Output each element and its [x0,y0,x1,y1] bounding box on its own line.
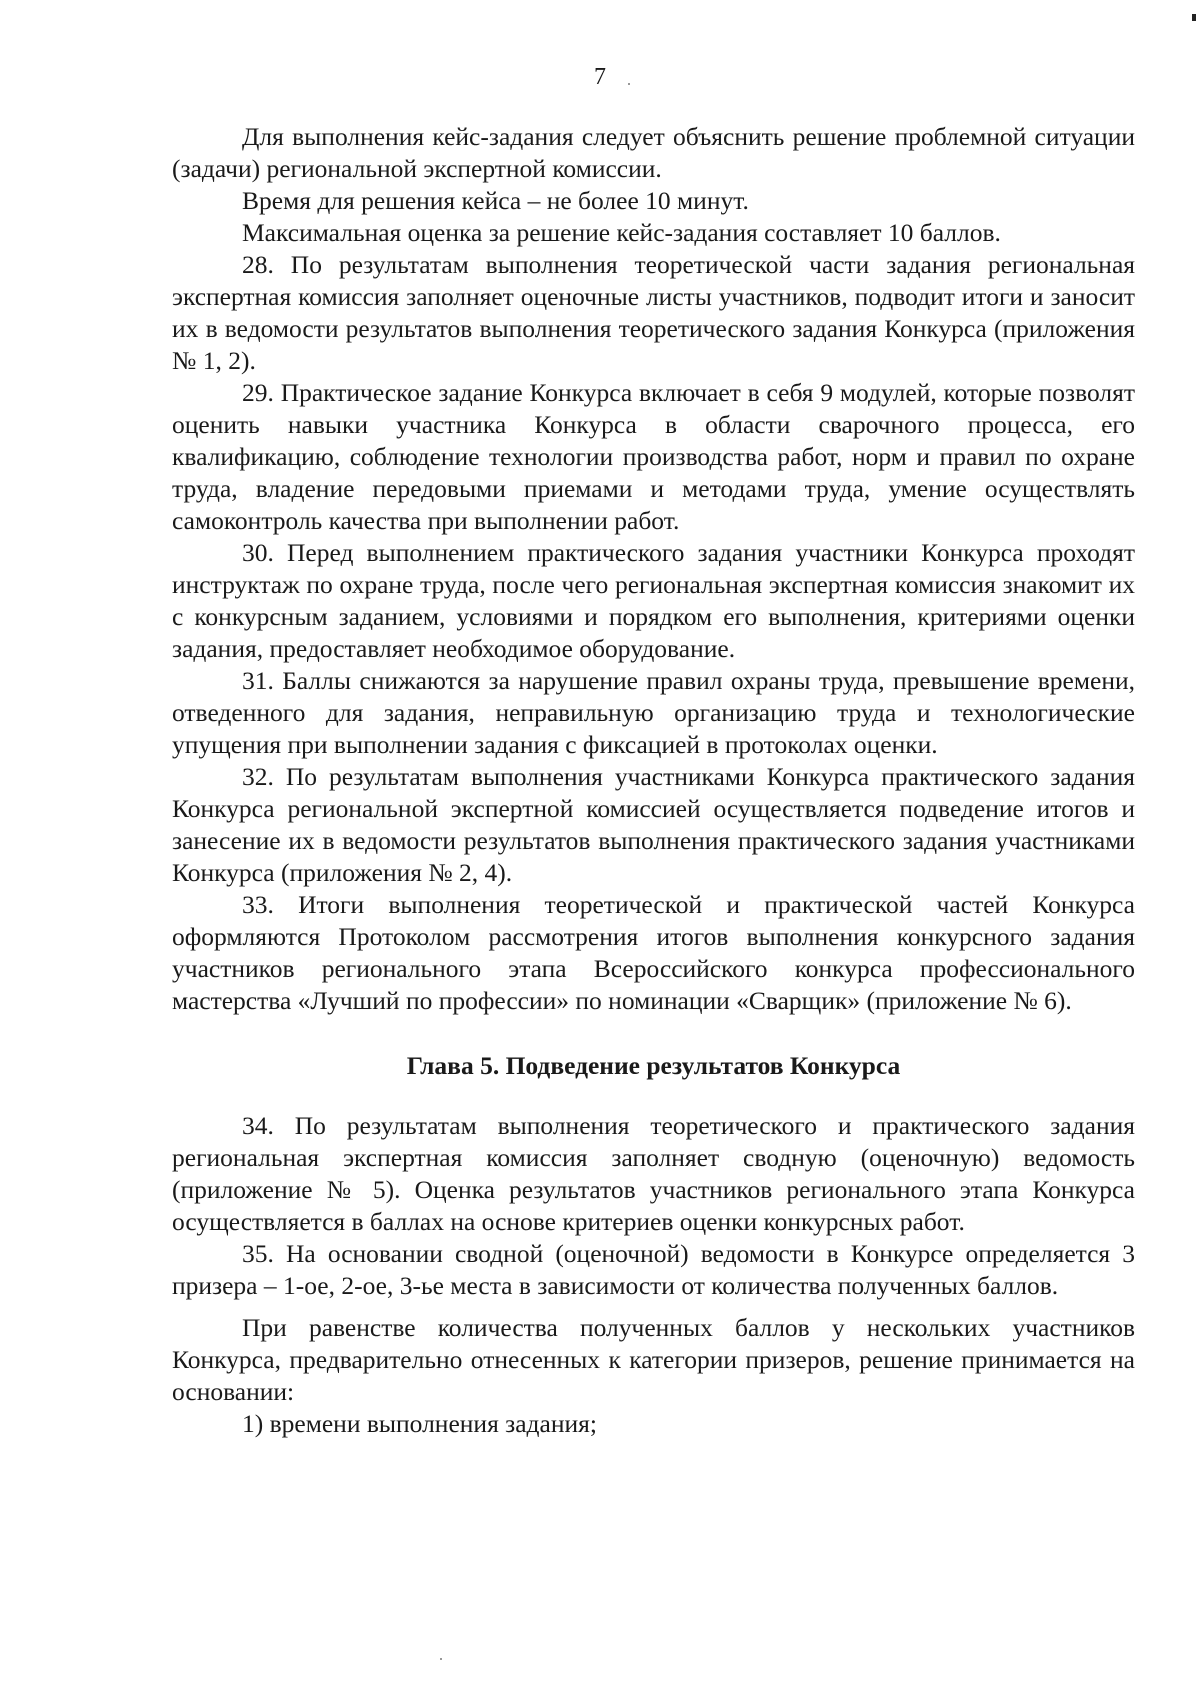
paragraph-28: 28. По результатам выполнения теоретической части задания региональная экспертная комиссия заполняет оценочные листы участников, подводит итоги и заносит их в ведомости результатов выполнения теоретического задания Конкурса (приложения № 1, 2). [172,250,1135,375]
paragraph-tie-break: При равенстве количества полученных баллов у нескольких участников Конкурса, предварительно отнесенных к категории призеров, решение принимается на основании: [172,1313,1135,1406]
paragraph-case-max-score: Максимальная оценка за решение кейс-задания составляет 10 баллов. [242,218,1001,247]
paragraph-case-task: Для выполнения кейс-задания следует объяснить решение проблемной ситуации (задачи) региональной экспертной комиссии. [172,122,1135,183]
page-number: 7 [594,64,606,90]
document-body [172,121,1135,1440]
paragraph-31: 31. Баллы снижаются за нарушение правил охраны труда, превышение времени, отведенного для задания, неправильную организацию труда и технологические упущения при выполнении задания с фиксацией в протоколах оценки. [172,666,1135,759]
chapter-heading: Глава 5. Подведение результатов Конкурса [406,1051,901,1080]
paragraph-35: 35. На основании сводной (оценочной) ведомости в Конкурсе определяется 3 призера – 1-ое, 2-ое, 3-ье места в зависимости от количества полученных баллов. [172,1239,1135,1300]
paragraph-case-time: Время для решения кейса – не более 10 минут. [242,186,749,215]
paragraph-32: 32. По результатам выполнения участниками Конкурса практического задания Конкурса региональной экспертной комиссией осуществляется подведение итогов и занесение их в ведомости результатов выполнения практического задания участниками Конкурса (приложения № 2, 4). [172,762,1135,887]
paragraph-33: 33. Итоги выполнения теоретической и практической частей Конкурса оформляются Протоколом рассмотрения итогов выполнения конкурсного задания участников регионального этапа Всероссийского конкурса профессионального мастерства «Лучший по профессии» по номинации «Сварщик» (приложение № 6). [172,890,1135,1015]
paragraph-30: 30. Перед выполнением практического задания участники Конкурса проходят инструктаж по охране труда, после чего региональная экспертная комиссия знакомит их с конкурсным заданием, условиями и порядком его выполнения, критериями оценки задания, предоставляет необходимое оборудование. [172,538,1135,663]
scan-edge-mark [1192,14,1196,21]
list-item: 1) времени выполнения задания; [242,1409,597,1438]
paragraph-34: 34. По результатам выполнения теоретического и практического задания региональная экспертная комиссия заполняет сводную (оценочную) ведомость (приложение № 5). Оценка результатов участников регионального этапа Конкурса осуществляется в баллах на основе критериев оценки конкурсных работ. [172,1111,1135,1236]
paragraph-29: 29. Практическое задание Конкурса включает в себя 9 модулей, которые позволят оценить навыки участника Конкурса в области сварочного процесса, его квалификацию, соблюдение технологии производства работ, норм и правил по охране труда, владение передовыми приемами и методами труда, умение осуществлять самоконтроль качества при выполнении работ. [172,378,1135,535]
scan-speck [440,1658,442,1660]
